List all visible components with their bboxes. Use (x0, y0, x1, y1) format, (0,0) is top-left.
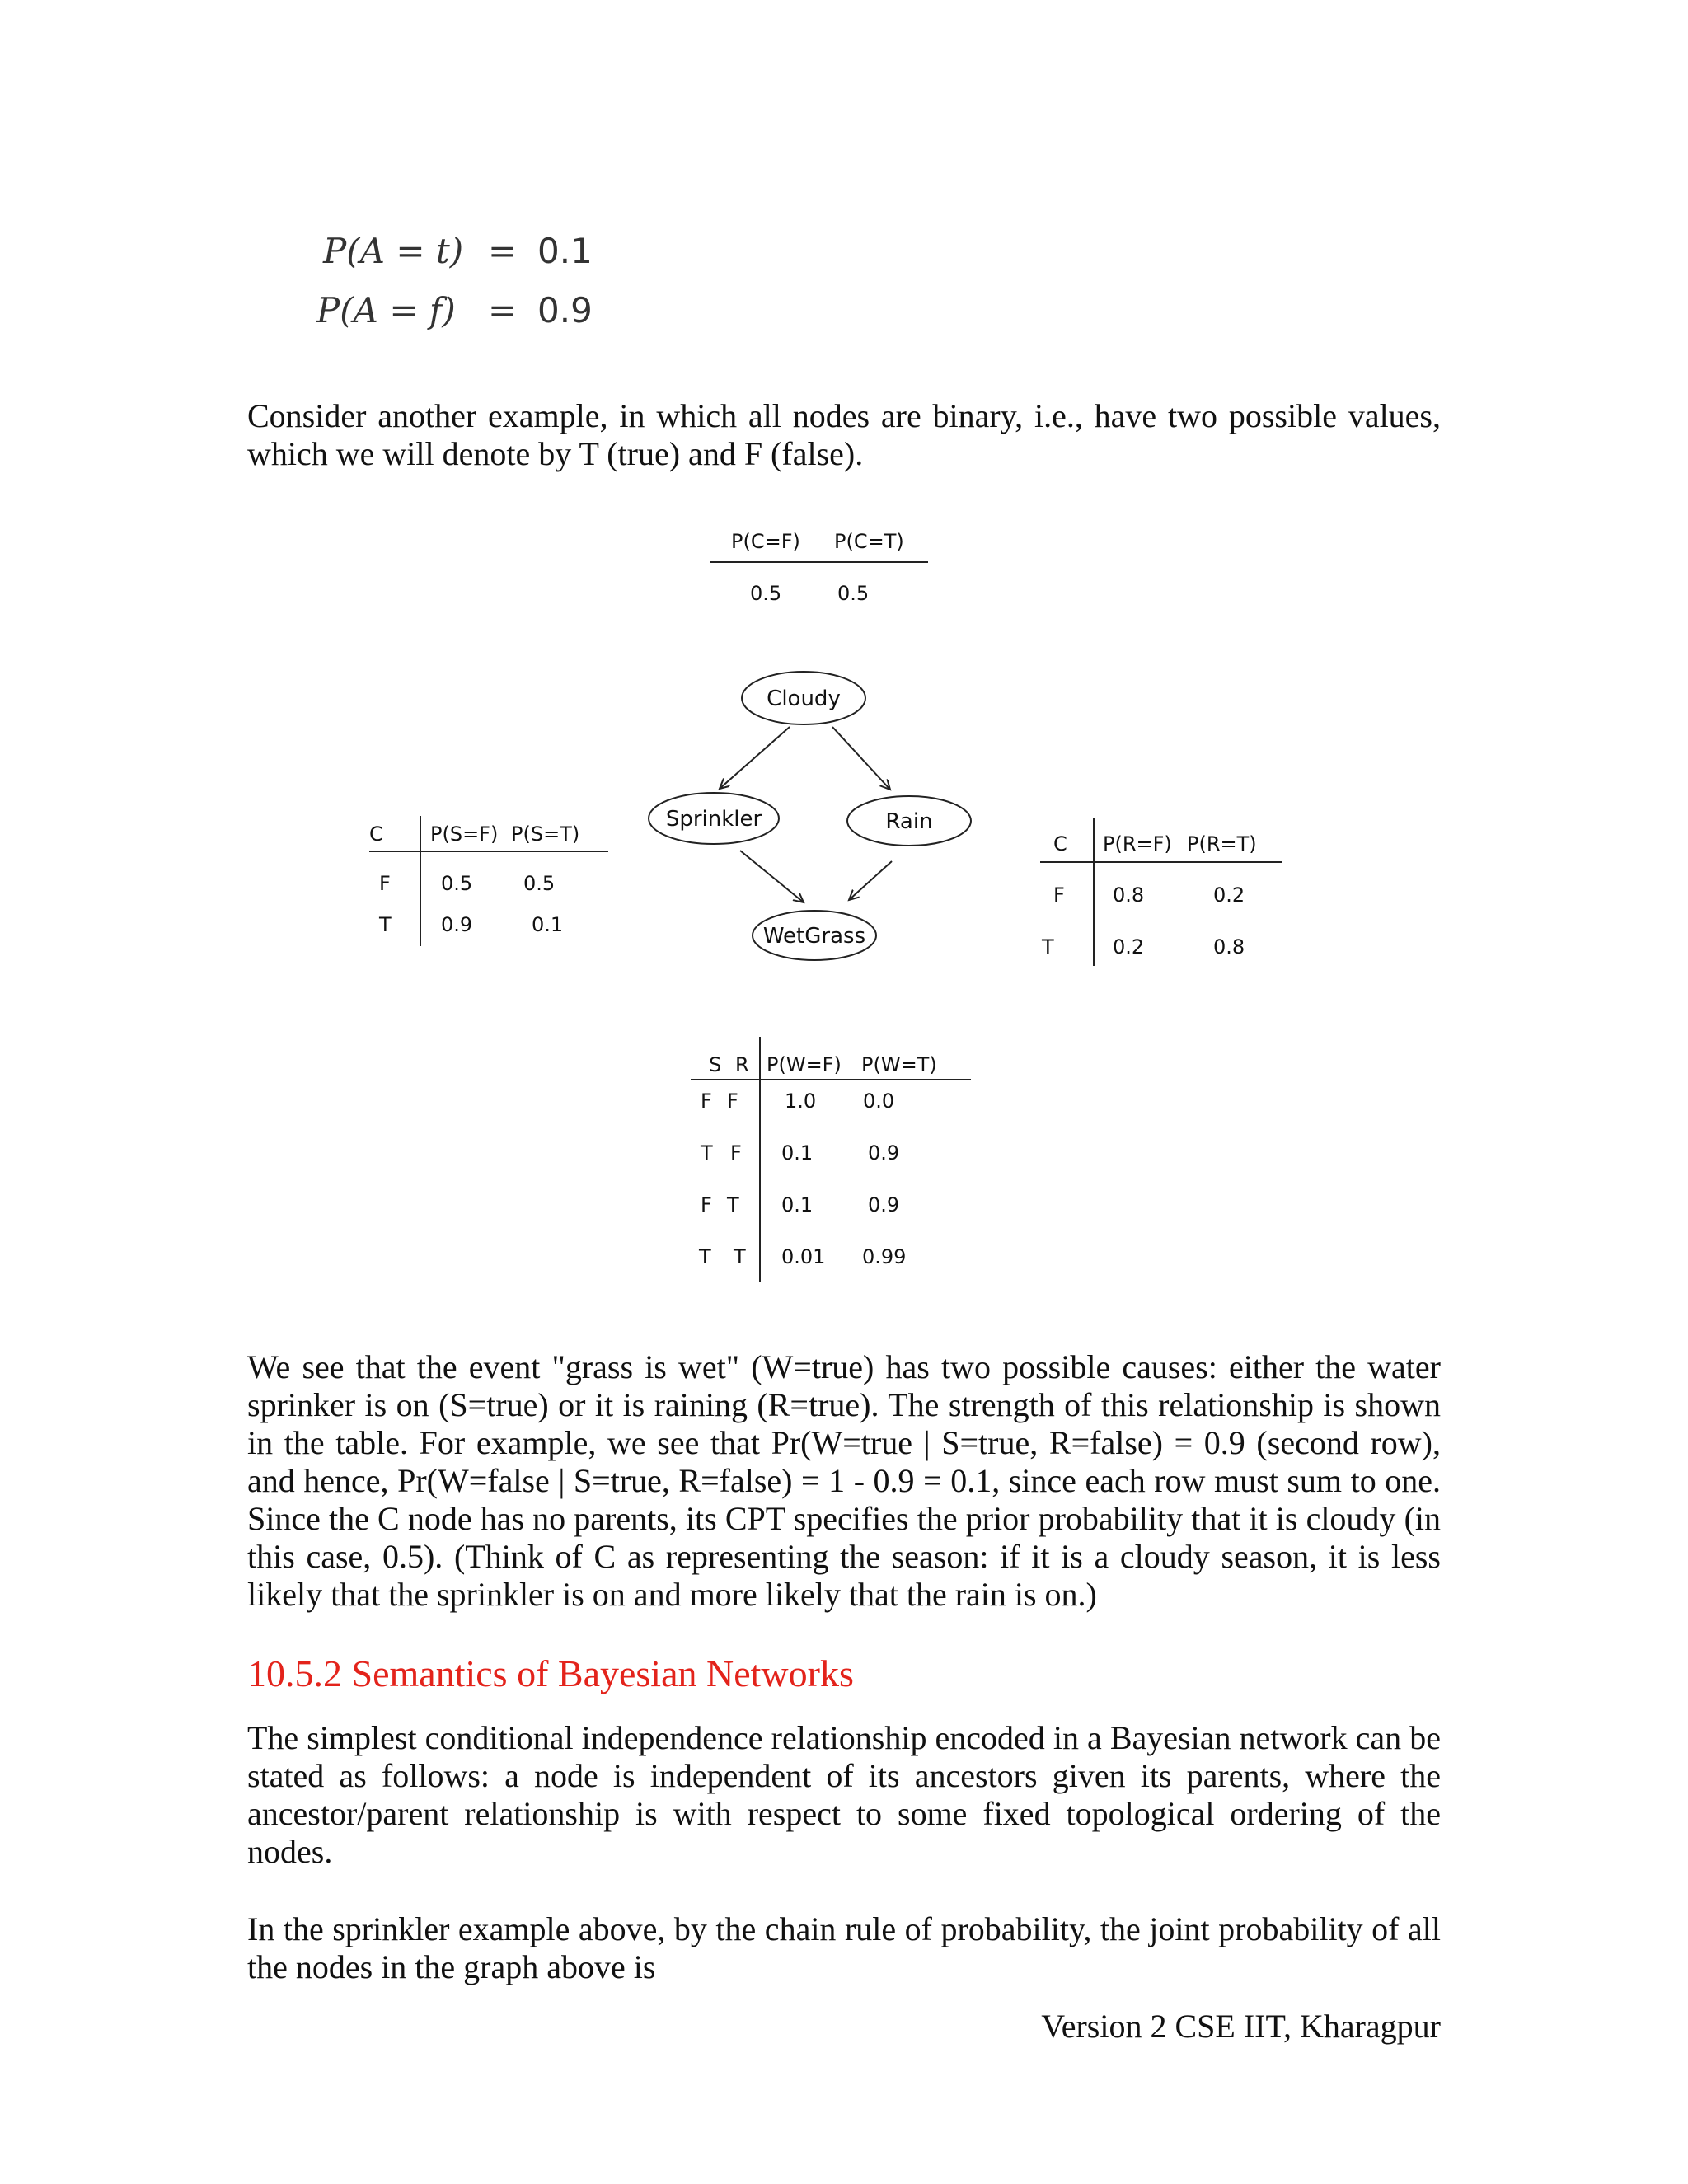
wetgrass-row-pt: 0.99 (862, 1245, 907, 1268)
wetgrass-row-pf: 0.1 (781, 1141, 814, 1165)
sprinkler-row-c: T (379, 913, 392, 936)
wetgrass-header-true: P(W=T) (861, 1053, 937, 1076)
wetgrass-row-r: F (727, 1090, 738, 1113)
sprinkler-header-false: P(S=F) (430, 823, 499, 846)
rain-header-true: P(R=T) (1187, 832, 1257, 855)
explanation-paragraph: We see that the event "grass is wet" (W=true) has two possible causes: either the water sprinker is on (S=true) or it is raining (R=true). The strength of this relationship is shown in the table. For example, we see that Pr(W=true | S=true, R=false) = 0.9 (second row), and hence, Pr(W=false | S=true, R=false) = 1 - 0.9 = 0.1, since each row must sum to one. Since the C node has no parents, its CPT specifies the prior probability that it is cloudy (in this case, 0.5). (Think of C as representing the season: if it is a cloudy season, it is less likely that the sprinkler is on and more likely that the rain is on.) (247, 1348, 1441, 1613)
cloudy-header-true: P(C=T) (834, 530, 904, 553)
rain-row-pt: 0.8 (1213, 935, 1245, 958)
edge-cloudy-sprinkler (720, 727, 790, 789)
wetgrass-cpt (691, 1037, 971, 1282)
sprinkler-parent-header: C (369, 823, 383, 846)
wetgrass-row-r: T (727, 1193, 739, 1216)
equation-value: 0.1 (537, 231, 593, 271)
node-wetgrass-label: WetGrass (762, 924, 866, 949)
sprinkler-header-true: P(S=T) (511, 823, 580, 846)
node-wetgrass (753, 911, 876, 960)
wetgrass-parent-s: S (709, 1053, 722, 1076)
wetgrass-row-pf: 1.0 (785, 1090, 817, 1113)
node-cloudy (742, 672, 865, 724)
sprinkler-cpt (369, 816, 608, 946)
cloudy-value-true: 0.5 (837, 582, 870, 605)
sprinkler-row-pt: 0.1 (532, 913, 564, 936)
wetgrass-row-pt: 0.9 (868, 1193, 900, 1216)
cloudy-cpt (710, 530, 928, 605)
sprinkler-row-c: F (379, 872, 391, 895)
node-cloudy-label: Cloudy (767, 687, 841, 711)
sprinkler-row-pt: 0.5 (523, 872, 556, 895)
edge-sprinkler-wetgrass (740, 851, 804, 902)
rain-row-pf: 0.2 (1113, 935, 1145, 958)
node-rain-label: Rain (885, 809, 933, 834)
wetgrass-row-s: T (701, 1141, 713, 1165)
rain-header-false: P(R=F) (1103, 832, 1172, 855)
rain-parent-header: C (1053, 832, 1067, 855)
edge-cloudy-rain (832, 727, 890, 790)
node-sprinkler (649, 793, 779, 844)
section-heading: 10.5.2 Semantics of Bayesian Networks (247, 1652, 854, 1694)
chain-rule-paragraph: In the sprinkler example above, by the chain rule of probability, the joint probability of all the nodes in the graph above is (247, 1910, 1441, 1985)
wetgrass-header-false: P(W=F) (767, 1053, 842, 1076)
intro-paragraph: Consider another example, in which all nodes are binary, i.e., have two possible values, which we will denote by T (true) and F (false). (247, 397, 1441, 472)
wetgrass-row-pt: 0.9 (868, 1141, 900, 1165)
equation-operator: = (488, 290, 518, 330)
node-rain (847, 796, 971, 846)
equation-lhs: P(A = f) (316, 290, 456, 330)
rain-row-c: T (1042, 935, 1054, 958)
rain-row-pt: 0.2 (1213, 883, 1245, 907)
wetgrass-row-pt: 0.0 (863, 1090, 895, 1113)
wetgrass-row-r: T (734, 1245, 746, 1268)
rain-cpt (1040, 818, 1282, 966)
cloudy-header-false: P(C=F) (731, 530, 800, 553)
wetgrass-row-pf: 0.01 (781, 1245, 826, 1268)
sprinkler-row-pf: 0.5 (441, 872, 473, 895)
rain-row-c: F (1053, 883, 1065, 907)
equation-operator: = (488, 231, 518, 271)
wetgrass-parent-r: R (735, 1053, 749, 1076)
node-sprinkler-label: Sprinkler (665, 807, 762, 832)
semantics-paragraph: The simplest conditional independence relationship encoded in a Bayesian network can be stated as follows: a node is independent of its ancestors given its parents, where the ancestor/parent relationship is with respect to some fixed topological ordering of the nodes. (247, 1719, 1441, 1870)
page-footer: Version 2 CSE IIT, Kharagpur (1041, 2008, 1441, 2045)
wetgrass-row-r: F (730, 1141, 742, 1165)
equation-lhs: P(A = t) (323, 231, 464, 271)
edge-rain-wetgrass (849, 861, 892, 900)
wetgrass-row-s: T (699, 1245, 711, 1268)
wetgrass-row-s: F (701, 1090, 712, 1113)
wetgrass-row-s: F (701, 1193, 712, 1216)
wetgrass-row-pf: 0.1 (781, 1193, 814, 1216)
rain-row-pf: 0.8 (1113, 883, 1145, 907)
sprinkler-row-pf: 0.9 (441, 913, 473, 936)
equation-value: 0.9 (537, 290, 593, 330)
cloudy-value-false: 0.5 (750, 582, 782, 605)
